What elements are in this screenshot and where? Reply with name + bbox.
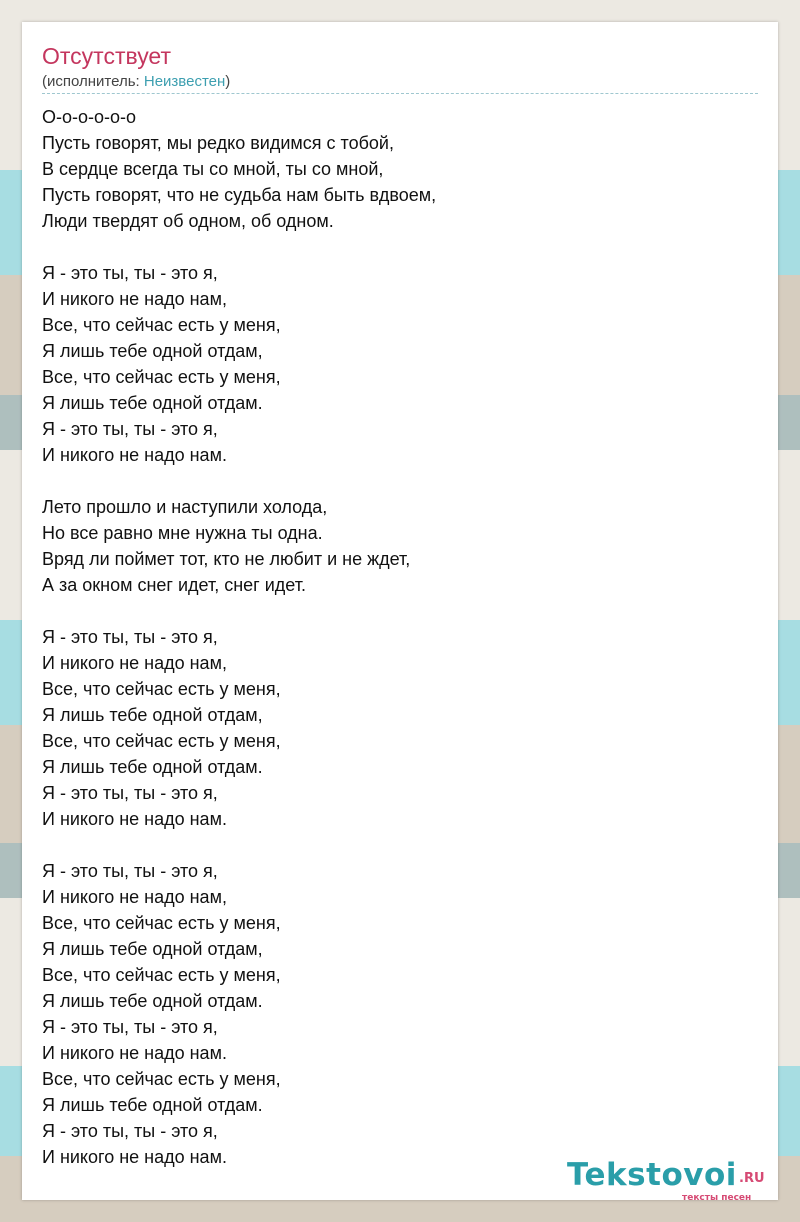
title-divider [42,93,758,94]
lyric-line: Я - это ты, ты - это я, [42,263,218,283]
lyric-line: Все, что сейчас есть у меня, [42,965,281,985]
lyric-line: Все, что сейчас есть у меня, [42,913,281,933]
lyric-line: В сердце всегда ты со мной, ты со мной, [42,159,384,179]
lyric-line: Я - это ты, ты - это я, [42,1017,218,1037]
lyric-line: И никого не надо нам, [42,887,227,907]
lyric-line: Я - это ты, ты - это я, [42,783,218,803]
lyric-line: И никого не надо нам, [42,653,227,673]
lyric-line: Все, что сейчас есть у меня, [42,1069,281,1089]
logo-domain: .RU [739,1171,765,1186]
stanza-break [42,598,758,624]
lyrics-body [42,104,758,1170]
artist-suffix: ) [225,73,231,90]
lyric-line: И никого не надо нам. [42,445,227,465]
logo-tagline: тексты песен [682,1193,752,1203]
lyric-line: Я лишь тебе одной отдам. [42,393,263,413]
lyric-line: А за окном снег идет, снег идет. [42,575,306,595]
lyric-line: И никого не надо нам, [42,289,227,309]
lyric-line: Все, что сейчас есть у меня, [42,731,281,751]
lyrics-card [22,22,778,1203]
lyric-line: Пусть говорят, мы редко видимся с тобой, [42,133,394,153]
artist-link[interactable]: Неизвестен [143,73,226,90]
lyric-line: Все, что сейчас есть у меня, [42,679,281,699]
lyric-line: Я - это ты, ты - это я, [42,1121,218,1141]
lyric-line: Вряд ли поймет тот, кто не любит и не ждет, [42,549,411,569]
lyric-line: Я - это ты, ты - это я, [42,627,218,647]
artist-line [42,73,230,90]
site-logo[interactable] [567,1157,777,1201]
lyric-line: Пусть говорят, что не судьба нам быть вдвоем, [42,185,437,205]
lyric-line: Я - это ты, ты - это я, [42,419,218,439]
lyric-line: Я лишь тебе одной отдам, [42,705,263,725]
stanza-break [42,234,758,260]
lyric-line: Люди твердят об одном, об одном. [42,211,334,231]
song-title: Отсутствует [42,43,171,69]
lyric-line: И никого не надо нам. [42,809,227,829]
lyric-line: И никого не надо нам. [42,1147,227,1167]
logo-wordmark: Tekstovoi [567,1157,737,1193]
lyric-line: И никого не надо нам. [42,1043,227,1063]
lyric-line: Лето прошло и наступили холода, [42,497,328,517]
lyric-line: Я лишь тебе одной отдам. [42,1095,263,1115]
lyric-line: Я - это ты, ты - это я, [42,861,218,881]
lyric-line: Я лишь тебе одной отдам. [42,757,263,777]
lyric-line: Но все равно мне нужна ты одна. [42,523,323,543]
lyric-line: О-о-о-о-о-о [42,107,137,127]
lyric-line: Я лишь тебе одной отдам, [42,341,263,361]
lyric-line: Я лишь тебе одной отдам. [42,991,263,1011]
stanza-break [42,832,758,858]
artist-prefix: (исполнитель: [42,73,144,90]
lyric-line: Все, что сейчас есть у меня, [42,315,281,335]
lyric-line: Все, что сейчас есть у меня, [42,367,281,387]
stanza-break [42,468,758,494]
lyric-line: Я лишь тебе одной отдам, [42,939,263,959]
